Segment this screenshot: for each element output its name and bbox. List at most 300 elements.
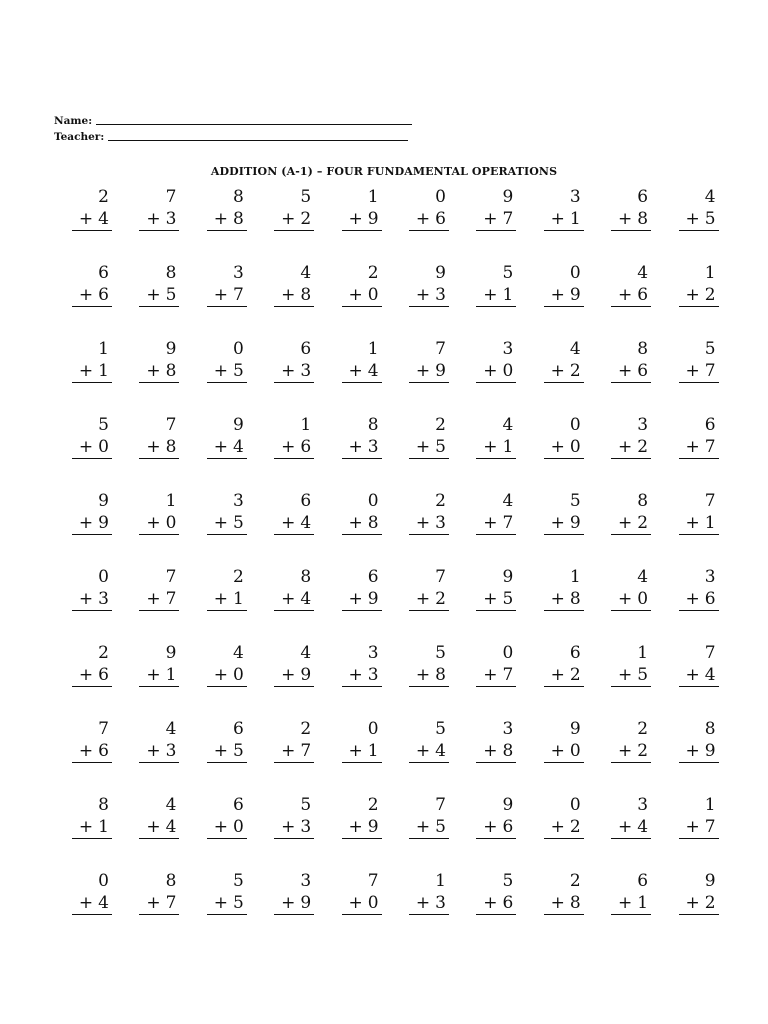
- addend-bottom-row: [476, 361, 516, 383]
- addend-bottom-row: [409, 209, 449, 231]
- problem-grid: [72, 186, 720, 946]
- addition-problem: [544, 186, 584, 262]
- addend-top: 7: [165, 415, 177, 435]
- addition-problem: [274, 566, 314, 642]
- addend-bottom: 0: [232, 665, 244, 685]
- plus-sign: +: [348, 665, 363, 685]
- plus-sign: +: [78, 361, 94, 381]
- plus-sign: +: [281, 741, 296, 761]
- addition-problem: [207, 338, 247, 414]
- addend-bottom: 2: [569, 665, 581, 685]
- addend-bottom: 6: [704, 589, 716, 609]
- addend-top: 7: [165, 187, 177, 207]
- plus-sign: +: [146, 589, 161, 609]
- addition-problem: [409, 566, 449, 642]
- addend-bottom: 3: [435, 513, 446, 533]
- addend-top: 9: [165, 643, 177, 663]
- addend-bottom-row: [72, 665, 112, 687]
- addend-bottom: 7: [300, 741, 312, 761]
- addition-problem: [679, 718, 719, 794]
- addend-bottom-row: [342, 361, 382, 383]
- addend-bottom-row: [139, 665, 179, 687]
- plus-sign: +: [415, 361, 431, 381]
- addend-bottom-row: [544, 741, 584, 763]
- addition-problem: [72, 414, 112, 490]
- addend-bottom: 5: [232, 741, 244, 761]
- addend-top: 1: [300, 415, 312, 435]
- addition-problem: [544, 642, 584, 718]
- addend-top: 3: [637, 795, 649, 815]
- plus-sign: +: [146, 437, 161, 457]
- addition-problem: [611, 262, 651, 338]
- addition-problem: [611, 490, 651, 566]
- plus-sign: +: [618, 589, 633, 609]
- addend-bottom-row: [342, 285, 382, 307]
- addend-bottom: 0: [232, 817, 244, 837]
- addend-bottom: 2: [435, 589, 446, 609]
- addend-bottom-row: [72, 513, 112, 535]
- addend-top: 2: [232, 567, 244, 587]
- addend-top: 6: [232, 719, 244, 739]
- addition-problem: [679, 566, 719, 642]
- addend-bottom: 0: [367, 893, 379, 913]
- addition-problem: [476, 186, 516, 262]
- plus-sign: +: [483, 589, 498, 609]
- plus-sign: +: [348, 361, 363, 381]
- addend-top: 2: [98, 187, 109, 207]
- addition-problem: [544, 338, 584, 414]
- addend-bottom: 3: [165, 741, 177, 761]
- addend-bottom-row: [274, 209, 314, 231]
- addend-top: 4: [502, 491, 514, 511]
- addend-bottom-row: [611, 893, 651, 915]
- addend-bottom: 3: [367, 665, 379, 685]
- addend-bottom-row: [611, 437, 651, 459]
- addend-bottom: 6: [300, 437, 312, 457]
- plus-sign: +: [618, 437, 633, 457]
- addend-bottom: 1: [98, 817, 109, 837]
- plus-sign: +: [213, 589, 228, 609]
- plus-sign: +: [415, 817, 431, 837]
- plus-sign: +: [146, 285, 161, 305]
- plus-sign: +: [213, 741, 228, 761]
- addend-top: 0: [367, 491, 379, 511]
- addend-bottom-row: [342, 437, 382, 459]
- addend-top: 3: [300, 871, 312, 891]
- addend-bottom: 4: [637, 817, 649, 837]
- addend-top: 9: [502, 795, 514, 815]
- addend-bottom: 4: [98, 893, 109, 913]
- addend-top: 8: [637, 339, 649, 359]
- plus-sign: +: [618, 893, 633, 913]
- addend-bottom: 8: [300, 285, 312, 305]
- plus-sign: +: [213, 285, 228, 305]
- teacher-input-line[interactable]: [108, 140, 408, 141]
- plus-sign: +: [213, 513, 228, 533]
- addend-top: 1: [704, 795, 716, 815]
- addition-problem: [544, 794, 584, 870]
- addend-top: 0: [98, 567, 109, 587]
- addend-bottom: 6: [98, 285, 109, 305]
- addition-problem: [544, 414, 584, 490]
- addend-bottom-row: [139, 741, 179, 763]
- addition-problem: [207, 490, 247, 566]
- addend-top: 4: [637, 263, 649, 283]
- addend-bottom: 2: [637, 437, 649, 457]
- plus-sign: +: [281, 437, 296, 457]
- addend-bottom-row: [679, 513, 719, 535]
- plus-sign: +: [618, 741, 633, 761]
- addition-problem: [409, 718, 449, 794]
- plus-sign: +: [146, 209, 161, 229]
- addend-bottom: 8: [637, 209, 649, 229]
- plus-sign: +: [483, 285, 498, 305]
- addend-top: 2: [300, 719, 312, 739]
- plus-sign: +: [685, 665, 700, 685]
- addition-problem: [476, 338, 516, 414]
- plus-sign: +: [213, 817, 228, 837]
- addend-top: 0: [569, 263, 581, 283]
- addition-problem: [342, 262, 382, 338]
- plus-sign: +: [483, 817, 498, 837]
- addition-problem: [72, 338, 112, 414]
- addend-top: 3: [569, 187, 581, 207]
- addition-problem: [72, 566, 112, 642]
- plus-sign: +: [483, 437, 498, 457]
- addition-problem: [207, 642, 247, 718]
- plus-sign: +: [281, 665, 296, 685]
- addition-problem: [342, 870, 382, 946]
- addend-bottom: 8: [569, 589, 581, 609]
- addend-bottom-row: [679, 285, 719, 307]
- addition-problem: [139, 490, 179, 566]
- addend-top: 5: [232, 871, 244, 891]
- plus-sign: +: [348, 741, 363, 761]
- addend-bottom: 4: [232, 437, 244, 457]
- addition-problem: [72, 718, 112, 794]
- plus-sign: +: [618, 209, 633, 229]
- addend-bottom-row: [544, 513, 584, 535]
- addend-top: 9: [435, 263, 446, 283]
- addend-top: 9: [502, 567, 514, 587]
- addend-bottom-row: [409, 665, 449, 687]
- addition-problem: [342, 642, 382, 718]
- addend-top: 8: [98, 795, 109, 815]
- plus-sign: +: [78, 665, 94, 685]
- addition-problem: [342, 566, 382, 642]
- addend-top: 8: [704, 719, 716, 739]
- addition-problem: [544, 870, 584, 946]
- addition-problem: [409, 414, 449, 490]
- addition-problem: [207, 566, 247, 642]
- addend-bottom-row: [679, 437, 719, 459]
- addend-bottom-row: [611, 209, 651, 231]
- addend-bottom-row: [207, 437, 247, 459]
- addition-problem: [544, 490, 584, 566]
- addend-bottom: 7: [502, 513, 514, 533]
- addition-problem: [409, 642, 449, 718]
- addend-top: 8: [165, 263, 177, 283]
- name-input-line[interactable]: [96, 124, 412, 125]
- addend-bottom: 6: [98, 741, 109, 761]
- addend-bottom: 8: [367, 513, 379, 533]
- addend-bottom: 7: [502, 665, 514, 685]
- addition-problem: [139, 870, 179, 946]
- addition-problem: [611, 566, 651, 642]
- addend-bottom: 2: [704, 285, 716, 305]
- addend-bottom-row: [72, 893, 112, 915]
- plus-sign: +: [685, 513, 700, 533]
- addend-bottom: 5: [165, 285, 177, 305]
- addition-problem: [72, 870, 112, 946]
- addend-bottom-row: [139, 589, 179, 611]
- addition-problem: [409, 338, 449, 414]
- addition-problem: [72, 262, 112, 338]
- addition-problem: [679, 262, 719, 338]
- addend-top: 5: [435, 643, 446, 663]
- addend-bottom-row: [342, 665, 382, 687]
- addition-problem: [274, 870, 314, 946]
- addend-bottom-row: [409, 285, 449, 307]
- addend-bottom: 5: [435, 817, 446, 837]
- plus-sign: +: [281, 209, 296, 229]
- addend-bottom: 9: [367, 817, 379, 837]
- addition-problem: [611, 870, 651, 946]
- addend-bottom-row: [409, 437, 449, 459]
- addend-top: 8: [367, 415, 379, 435]
- addend-bottom: 9: [435, 361, 446, 381]
- addend-bottom-row: [476, 589, 516, 611]
- addend-bottom-row: [544, 361, 584, 383]
- addend-bottom-row: [679, 361, 719, 383]
- addition-problem: [476, 566, 516, 642]
- plus-sign: +: [146, 513, 161, 533]
- plus-sign: +: [348, 893, 363, 913]
- addition-problem: [476, 718, 516, 794]
- addition-problem: [207, 414, 247, 490]
- addition-problem: [476, 414, 516, 490]
- addend-bottom: 3: [367, 437, 379, 457]
- addition-problem: [544, 262, 584, 338]
- addend-bottom-row: [72, 437, 112, 459]
- addend-bottom: 7: [704, 817, 716, 837]
- addend-bottom-row: [342, 741, 382, 763]
- addend-top: 2: [435, 491, 446, 511]
- addition-problem: [274, 338, 314, 414]
- addend-top: 7: [435, 339, 446, 359]
- plus-sign: +: [685, 817, 700, 837]
- addend-bottom: 1: [98, 361, 109, 381]
- addend-bottom: 3: [435, 285, 446, 305]
- addend-top: 1: [165, 491, 177, 511]
- addend-top: 6: [637, 187, 649, 207]
- addend-bottom-row: [679, 817, 719, 839]
- addend-top: 4: [300, 643, 312, 663]
- addend-top: 3: [502, 339, 514, 359]
- plus-sign: +: [348, 285, 363, 305]
- plus-sign: +: [281, 589, 296, 609]
- plus-sign: +: [685, 209, 700, 229]
- addition-problem: [476, 490, 516, 566]
- addend-top: 9: [569, 719, 581, 739]
- addend-top: 6: [569, 643, 581, 663]
- addend-bottom: 0: [367, 285, 379, 305]
- addend-top: 8: [300, 567, 312, 587]
- addend-top: 6: [300, 339, 312, 359]
- addition-problem: [72, 642, 112, 718]
- addend-bottom-row: [611, 361, 651, 383]
- addend-bottom: 2: [704, 893, 716, 913]
- addend-top: 7: [165, 567, 177, 587]
- addition-problem: [342, 490, 382, 566]
- plus-sign: +: [146, 741, 161, 761]
- addend-bottom-row: [476, 741, 516, 763]
- addend-bottom-row: [409, 513, 449, 535]
- plus-sign: +: [483, 665, 498, 685]
- addend-top: 2: [98, 643, 109, 663]
- addition-problem: [274, 262, 314, 338]
- addend-top: 8: [637, 491, 649, 511]
- addend-top: 3: [637, 415, 649, 435]
- addend-bottom: 5: [704, 209, 716, 229]
- addend-top: 0: [367, 719, 379, 739]
- addend-bottom: 6: [502, 817, 514, 837]
- addend-bottom: 0: [569, 437, 581, 457]
- addend-bottom-row: [207, 893, 247, 915]
- addend-bottom: 5: [637, 665, 649, 685]
- addend-top: 5: [435, 719, 446, 739]
- addend-top: 4: [502, 415, 514, 435]
- plus-sign: +: [78, 437, 94, 457]
- addend-top: 2: [569, 871, 581, 891]
- addend-bottom-row: [611, 665, 651, 687]
- addend-bottom-row: [611, 513, 651, 535]
- addend-bottom: 6: [435, 209, 446, 229]
- addend-bottom: 3: [165, 209, 177, 229]
- addend-bottom-row: [274, 285, 314, 307]
- plus-sign: +: [685, 589, 700, 609]
- addend-top: 2: [637, 719, 649, 739]
- addend-bottom-row: [409, 361, 449, 383]
- addend-bottom-row: [342, 589, 382, 611]
- addend-top: 5: [300, 187, 312, 207]
- addend-top: 3: [502, 719, 514, 739]
- addend-bottom: 7: [704, 437, 716, 457]
- addition-problem: [274, 186, 314, 262]
- addition-problem: [342, 186, 382, 262]
- addend-bottom: 4: [367, 361, 379, 381]
- addend-bottom: 2: [637, 741, 649, 761]
- plus-sign: +: [550, 513, 565, 533]
- addend-bottom-row: [476, 209, 516, 231]
- addend-top: 7: [704, 491, 716, 511]
- addend-bottom: 1: [569, 209, 581, 229]
- addition-problem: [139, 718, 179, 794]
- addition-problem: [274, 718, 314, 794]
- plus-sign: +: [281, 285, 296, 305]
- addend-bottom-row: [274, 665, 314, 687]
- plus-sign: +: [78, 741, 94, 761]
- addition-problem: [476, 642, 516, 718]
- addend-bottom-row: [207, 513, 247, 535]
- addend-bottom-row: [544, 893, 584, 915]
- addend-bottom-row: [476, 893, 516, 915]
- plus-sign: +: [348, 817, 363, 837]
- addend-top: 6: [232, 795, 244, 815]
- addition-problem: [679, 338, 719, 414]
- plus-sign: +: [146, 665, 161, 685]
- addition-problem: [611, 186, 651, 262]
- addend-bottom: 9: [569, 285, 581, 305]
- addend-bottom-row: [207, 209, 247, 231]
- addend-bottom: 4: [300, 589, 312, 609]
- plus-sign: +: [550, 437, 565, 457]
- addend-bottom-row: [274, 513, 314, 535]
- addend-bottom-row: [207, 285, 247, 307]
- plus-sign: +: [618, 817, 633, 837]
- name-field: [54, 111, 434, 127]
- addend-bottom: 9: [300, 665, 312, 685]
- addend-top: 3: [232, 491, 244, 511]
- plus-sign: +: [483, 361, 498, 381]
- plus-sign: +: [415, 285, 431, 305]
- addend-bottom: 7: [165, 589, 177, 609]
- addend-bottom-row: [72, 209, 112, 231]
- addend-bottom-row: [679, 893, 719, 915]
- addend-top: 3: [704, 567, 716, 587]
- addend-bottom-row: [544, 209, 584, 231]
- addend-bottom-row: [409, 741, 449, 763]
- addend-bottom: 6: [98, 665, 109, 685]
- addend-bottom-row: [274, 817, 314, 839]
- addend-top: 1: [367, 339, 379, 359]
- addend-bottom: 1: [502, 437, 514, 457]
- plus-sign: +: [348, 437, 363, 457]
- addend-bottom-row: [207, 665, 247, 687]
- addition-problem: [409, 870, 449, 946]
- addend-bottom: 4: [300, 513, 312, 533]
- addend-top: 1: [704, 263, 716, 283]
- addition-problem: [342, 794, 382, 870]
- plus-sign: +: [685, 437, 700, 457]
- addend-top: 2: [367, 795, 379, 815]
- addend-top: 2: [367, 263, 379, 283]
- addend-bottom-row: [476, 665, 516, 687]
- plus-sign: +: [618, 513, 633, 533]
- plus-sign: +: [78, 285, 94, 305]
- plus-sign: +: [281, 817, 296, 837]
- addend-top: 5: [704, 339, 716, 359]
- addend-top: 1: [569, 567, 581, 587]
- addend-bottom-row: [476, 817, 516, 839]
- plus-sign: +: [483, 893, 498, 913]
- addend-bottom: 3: [300, 361, 312, 381]
- plus-sign: +: [78, 513, 94, 533]
- addend-bottom: 6: [637, 361, 649, 381]
- addend-bottom-row: [207, 361, 247, 383]
- addend-bottom: 8: [435, 665, 446, 685]
- addend-top: 4: [569, 339, 581, 359]
- addition-problem: [139, 566, 179, 642]
- plus-sign: +: [618, 285, 633, 305]
- addend-top: 0: [569, 415, 581, 435]
- plus-sign: +: [415, 665, 431, 685]
- addition-problem: [679, 490, 719, 566]
- addend-bottom-row: [139, 437, 179, 459]
- addend-top: 4: [165, 795, 177, 815]
- plus-sign: +: [213, 893, 228, 913]
- addition-problem: [476, 262, 516, 338]
